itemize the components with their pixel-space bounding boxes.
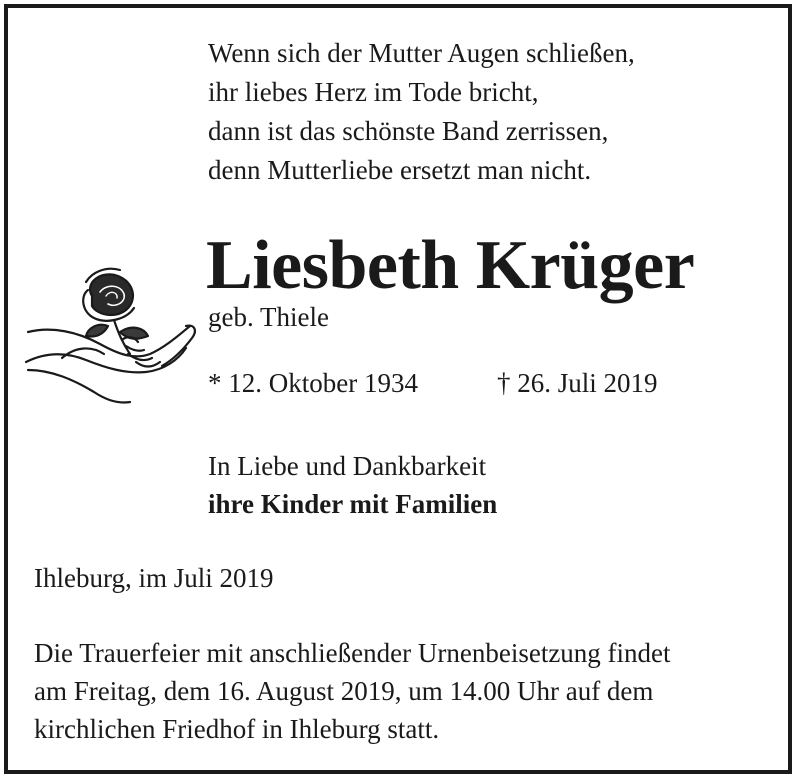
maiden-name: geb. Thiele bbox=[208, 302, 329, 332]
funeral-notice bbox=[34, 634, 671, 748]
mourners-intro: In Liebe und Dankbarkeit bbox=[208, 451, 487, 481]
funeral-line: am Freitag, dem 16. August 2019, um 14.00 Uhr auf dem bbox=[34, 676, 654, 706]
mourners bbox=[208, 447, 497, 523]
poem-line: ihr liebes Herz im Tode bricht, bbox=[208, 77, 539, 107]
funeral-line: kirchlichen Friedhof in Ihleburg statt. bbox=[34, 714, 440, 744]
life-dates bbox=[208, 366, 658, 400]
place-date: Ihleburg, im Juli 2019 bbox=[34, 563, 274, 593]
funeral-line: Die Trauerfeier mit anschließender Urnenbeisetzung findet bbox=[34, 638, 671, 668]
death-date: † 26. Juli 2019 bbox=[497, 368, 658, 398]
poem-line: denn Mutterliebe ersetzt man nicht. bbox=[208, 155, 592, 185]
birth-date: * 12. Oktober 1934 bbox=[208, 368, 418, 398]
rose-in-hands-icon bbox=[22, 262, 202, 412]
poem bbox=[208, 34, 635, 190]
deceased-name: Liesbeth Krüger bbox=[206, 227, 695, 304]
poem-line: dann ist das schönste Band zerrissen, bbox=[208, 116, 609, 146]
poem-line: Wenn sich der Mutter Augen schließen, bbox=[208, 38, 635, 68]
mourners-names: ihre Kinder mit Familien bbox=[208, 489, 498, 519]
